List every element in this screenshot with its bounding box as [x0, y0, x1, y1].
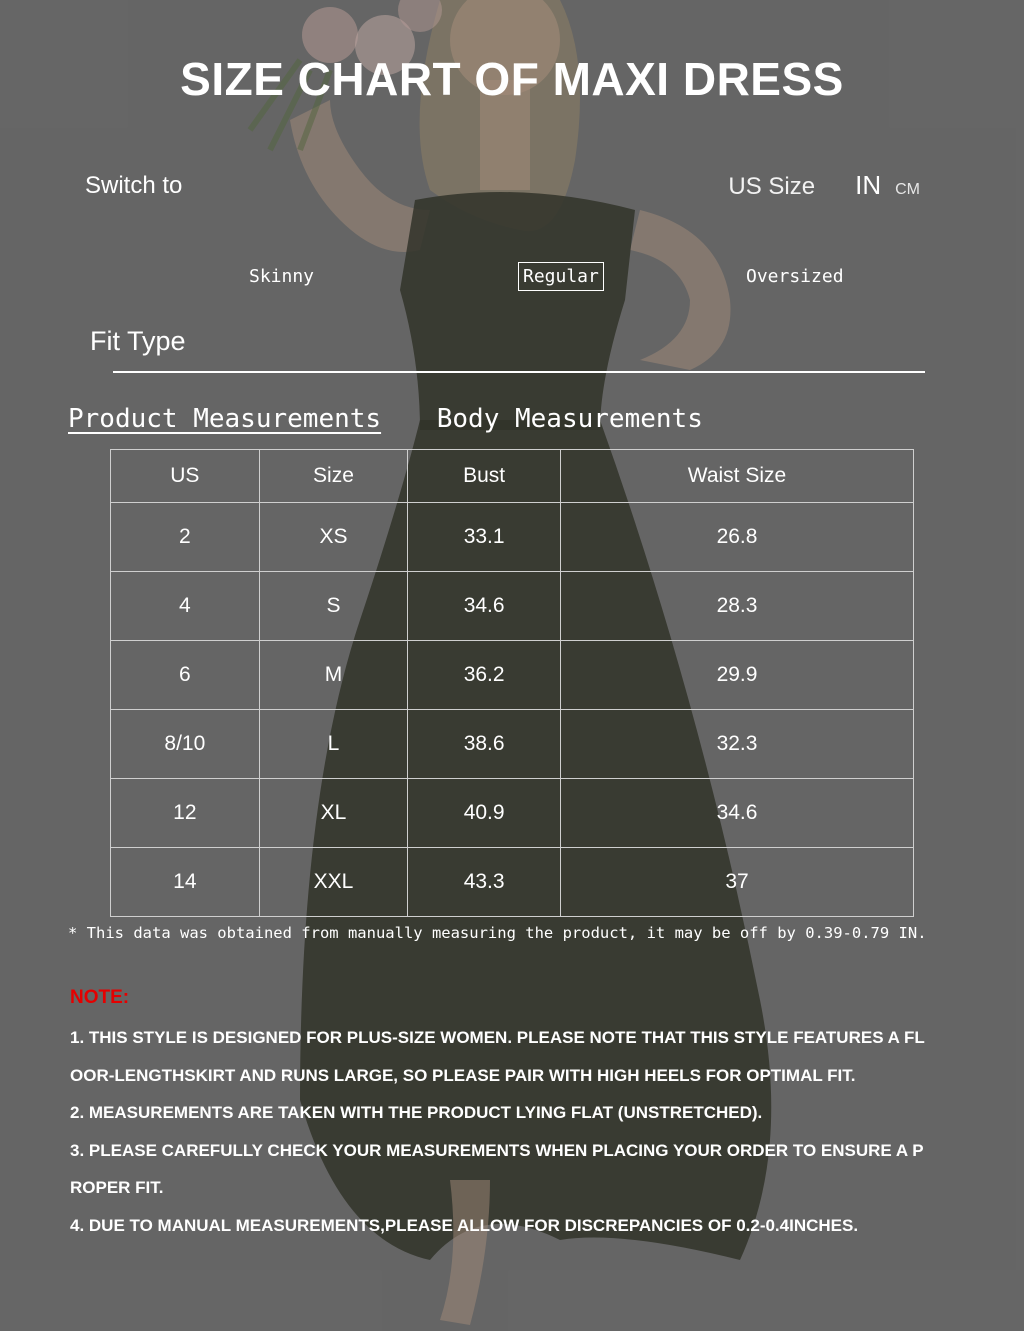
tab-body-measurements[interactable]: Body Measurements — [436, 404, 703, 434]
cell-size: L — [259, 710, 408, 779]
fit-option-oversized[interactable]: Oversized — [746, 266, 844, 287]
cell-bust: 38.6 — [408, 710, 561, 779]
table-header-row — [111, 450, 914, 503]
measurement-disclaimer: * This data was obtained from manually measuring the product, it may be off by 0.39-0.79 IN. — [68, 924, 927, 942]
cell-size: S — [259, 572, 408, 641]
cell-us: 6 — [111, 641, 260, 710]
size-system-selector[interactable]: US Size — [728, 173, 816, 200]
note-list — [70, 1019, 930, 1244]
table-row — [111, 710, 914, 779]
measurement-tabs — [68, 404, 743, 435]
column-header-size: Size — [259, 450, 408, 503]
unit-in-toggle[interactable]: IN — [855, 170, 882, 200]
note-item: 1. THIS STYLE IS DESIGNED FOR PLUS-SIZE WOMEN. PLEASE NOTE THAT THIS STYLE FEATURES A FLOOR-LENGTHSKIRT AND RUNS LARGE, SO PLEASE PAIR WITH HIGH HEELS FOR OPTIMAL FIT. — [70, 1028, 925, 1085]
cell-bust: 36.2 — [408, 641, 561, 710]
cell-bust: 33.1 — [408, 503, 561, 572]
switch-to-label: Switch to — [85, 172, 183, 199]
page-title: SIZE CHART OF MAXI DRESS — [180, 53, 844, 105]
tab-product-measurements[interactable]: Product Measurements — [68, 404, 382, 434]
table-row — [111, 503, 914, 572]
cell-us: 4 — [111, 572, 260, 641]
table-row — [111, 848, 914, 917]
note-item: 3. PLEASE CAREFULLY CHECK YOUR MEASUREMENTS WHEN PLACING YOUR ORDER TO ENSURE A PROPER FIT. — [70, 1140, 924, 1197]
cell-us: 8/10 — [111, 710, 260, 779]
cell-waist: 29.9 — [561, 641, 914, 710]
table-row — [111, 779, 914, 848]
cell-waist: 37 — [561, 848, 914, 917]
fit-type-divider — [113, 371, 925, 373]
unit-cm-toggle[interactable]: CM — [895, 181, 920, 198]
cell-bust: 40.9 — [408, 779, 561, 848]
cell-size: XXL — [259, 848, 408, 917]
note-item: 4. DUE TO MANUAL MEASUREMENTS,PLEASE ALLOW FOR DISCREPANCIES OF 0.2-0.4INCHES. — [70, 1215, 859, 1235]
cell-us: 14 — [111, 848, 260, 917]
cell-waist: 32.3 — [561, 710, 914, 779]
cell-waist: 28.3 — [561, 572, 914, 641]
cell-bust: 34.6 — [408, 572, 561, 641]
fit-option-regular[interactable]: Regular — [518, 262, 604, 291]
note-heading: NOTE: — [70, 987, 130, 1008]
unit-switcher — [728, 170, 920, 201]
cell-bust: 43.3 — [408, 848, 561, 917]
cell-us: 12 — [111, 779, 260, 848]
cell-size: XS — [259, 503, 408, 572]
size-table — [110, 449, 914, 917]
cell-us: 2 — [111, 503, 260, 572]
cell-waist: 26.8 — [561, 503, 914, 572]
fit-option-skinny[interactable]: Skinny — [249, 266, 315, 287]
note-item: 2. MEASUREMENTS ARE TAKEN WITH THE PRODUCT LYING FLAT (UNSTRETCHED). — [70, 1103, 763, 1122]
table-row — [111, 572, 914, 641]
column-header-us: US — [111, 450, 260, 503]
cell-size: XL — [259, 779, 408, 848]
column-header-waist-size: Waist Size — [561, 450, 914, 503]
fit-type-label: Fit Type — [90, 326, 186, 356]
cell-waist: 34.6 — [561, 779, 914, 848]
cell-size: M — [259, 641, 408, 710]
column-header-bust: Bust — [408, 450, 561, 503]
table-row — [111, 641, 914, 710]
fit-type-options — [0, 262, 1024, 296]
